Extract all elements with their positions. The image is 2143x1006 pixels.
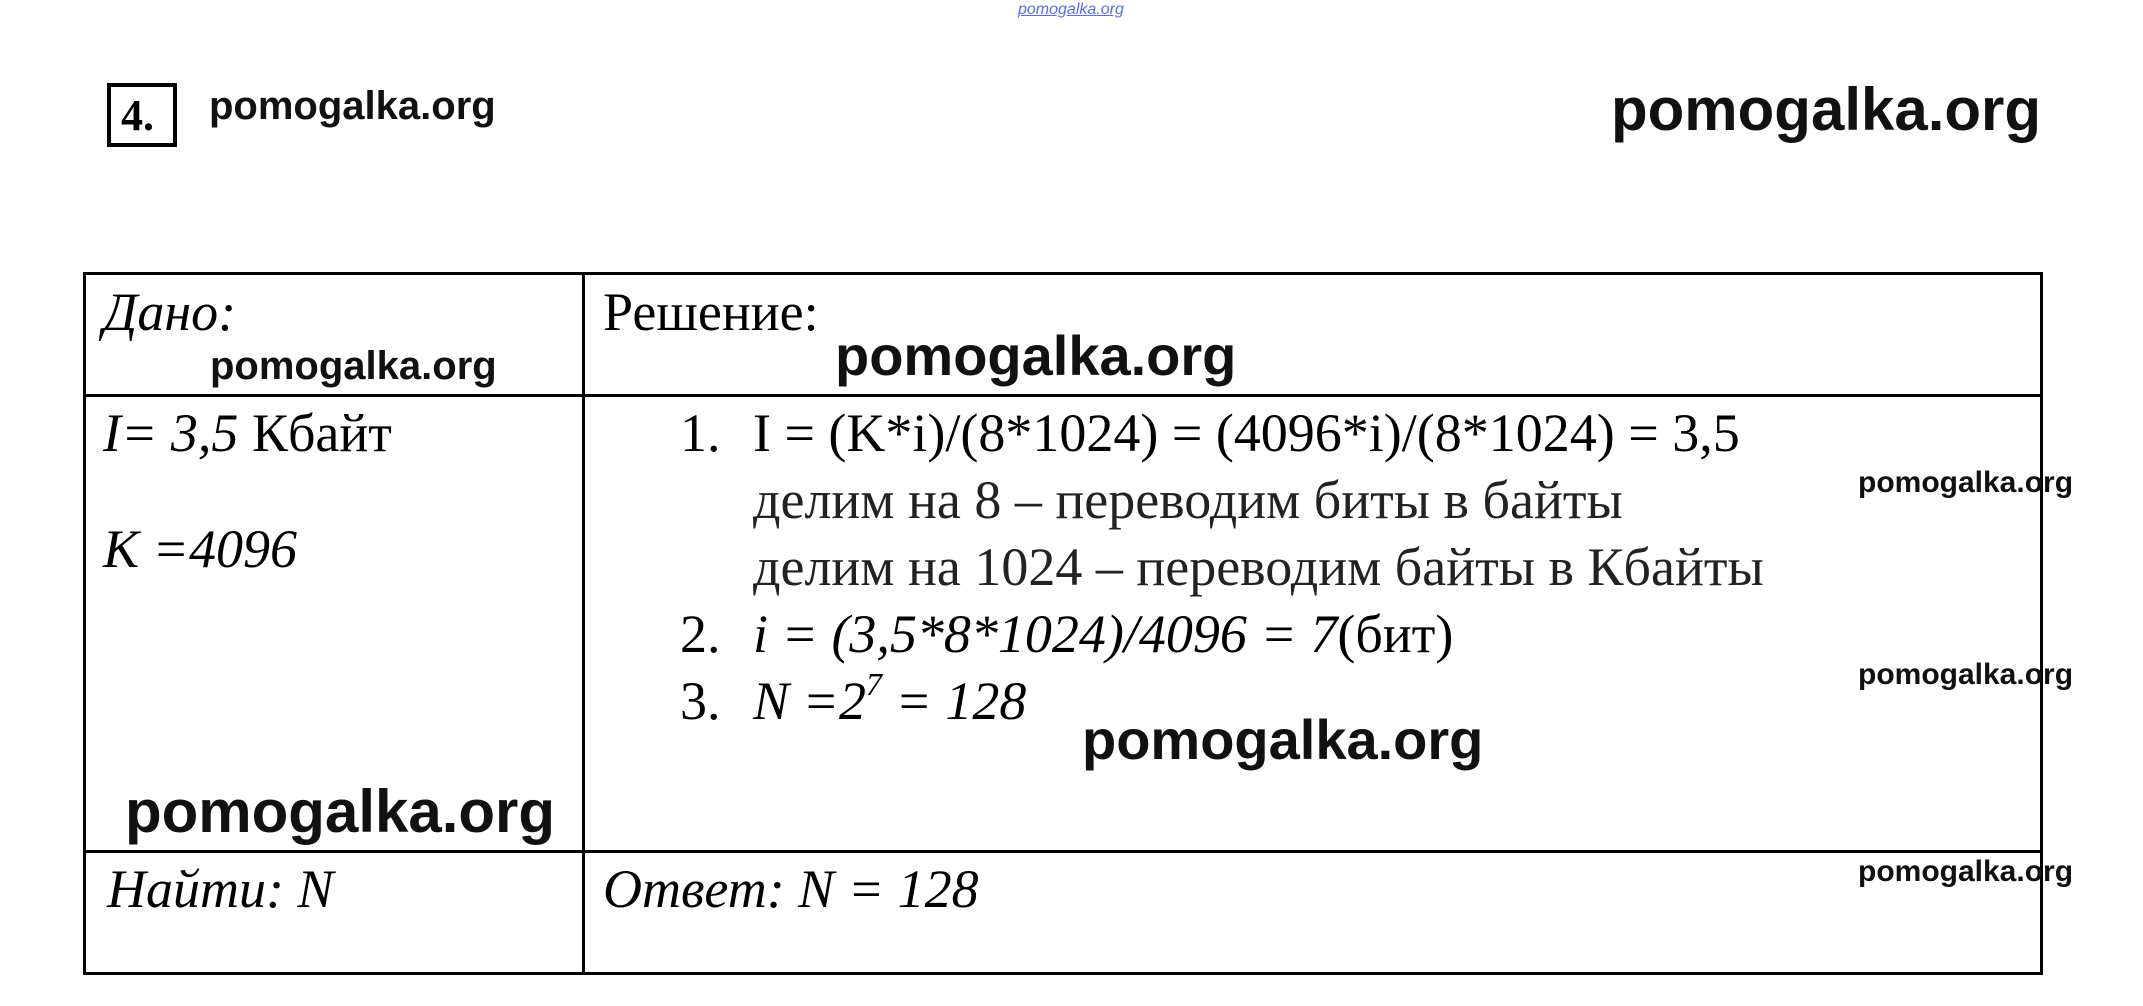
table-border-top bbox=[83, 272, 2043, 275]
given-cell-watermark: pomogalka.org bbox=[210, 344, 497, 388]
given-watermark-bottom: pomogalka.org bbox=[125, 778, 556, 845]
answer-text: Ответ: N = 128 bbox=[603, 859, 979, 919]
step-1-note-bytes: делим на 1024 – переводим байты в Кбайты bbox=[753, 537, 1764, 597]
table-divider-answer bbox=[83, 850, 2043, 853]
solution-heading: Решение: bbox=[603, 282, 819, 342]
step-3-base: N =2 bbox=[753, 671, 866, 731]
step-1-number: 1. bbox=[680, 403, 721, 463]
given-i-unit: Кбайт bbox=[251, 403, 392, 463]
find-variable: : N bbox=[266, 859, 334, 919]
solution-heading-watermark: pomogalka.org bbox=[835, 324, 1237, 387]
given-i-variable: I bbox=[103, 403, 121, 463]
table-divider-header bbox=[83, 394, 2043, 397]
step-3-result: = 128 bbox=[881, 671, 1027, 731]
step-3-number: 3. bbox=[680, 671, 721, 731]
given-i-value: = 3,5 bbox=[120, 403, 239, 463]
table-column-divider bbox=[582, 272, 585, 975]
header-watermark-right: pomogalka.org bbox=[1611, 76, 2042, 143]
step-1-formula: I = (K*i)/(8*1024) = (4096*i)/(8*1024) = 3,5 bbox=[753, 403, 1740, 463]
solution-watermark-center: pomogalka.org bbox=[1082, 708, 1484, 771]
step-2-formula bbox=[753, 604, 1454, 664]
step-2-number: 2. bbox=[680, 604, 721, 664]
step-3-formula bbox=[753, 666, 1027, 731]
step-2-unit: (бит) bbox=[1337, 604, 1454, 664]
solution-watermark-right-2: pomogalka.org bbox=[1858, 658, 2074, 691]
top-watermark[interactable]: pomogalka.org bbox=[1018, 1, 1124, 18]
answer-watermark: pomogalka.org bbox=[1858, 855, 2074, 888]
find-label bbox=[107, 859, 334, 919]
table-border-left bbox=[83, 272, 86, 975]
given-heading: Дано: bbox=[103, 282, 237, 342]
find-word: Найти bbox=[107, 859, 266, 919]
task-number: 4. bbox=[107, 83, 177, 147]
table-border-bottom bbox=[83, 972, 2043, 975]
solution-watermark-right-1: pomogalka.org bbox=[1858, 466, 2074, 499]
step-2-formula-main: i = (3,5*8*1024)/4096 = 7 bbox=[753, 604, 1338, 664]
step-3-exponent: 7 bbox=[865, 666, 882, 702]
given-i bbox=[103, 403, 392, 463]
given-k: K =4096 bbox=[103, 519, 297, 579]
header-watermark-left: pomogalka.org bbox=[209, 84, 496, 128]
step-1-note-bits: делим на 8 – переводим биты в байты bbox=[753, 470, 1623, 530]
